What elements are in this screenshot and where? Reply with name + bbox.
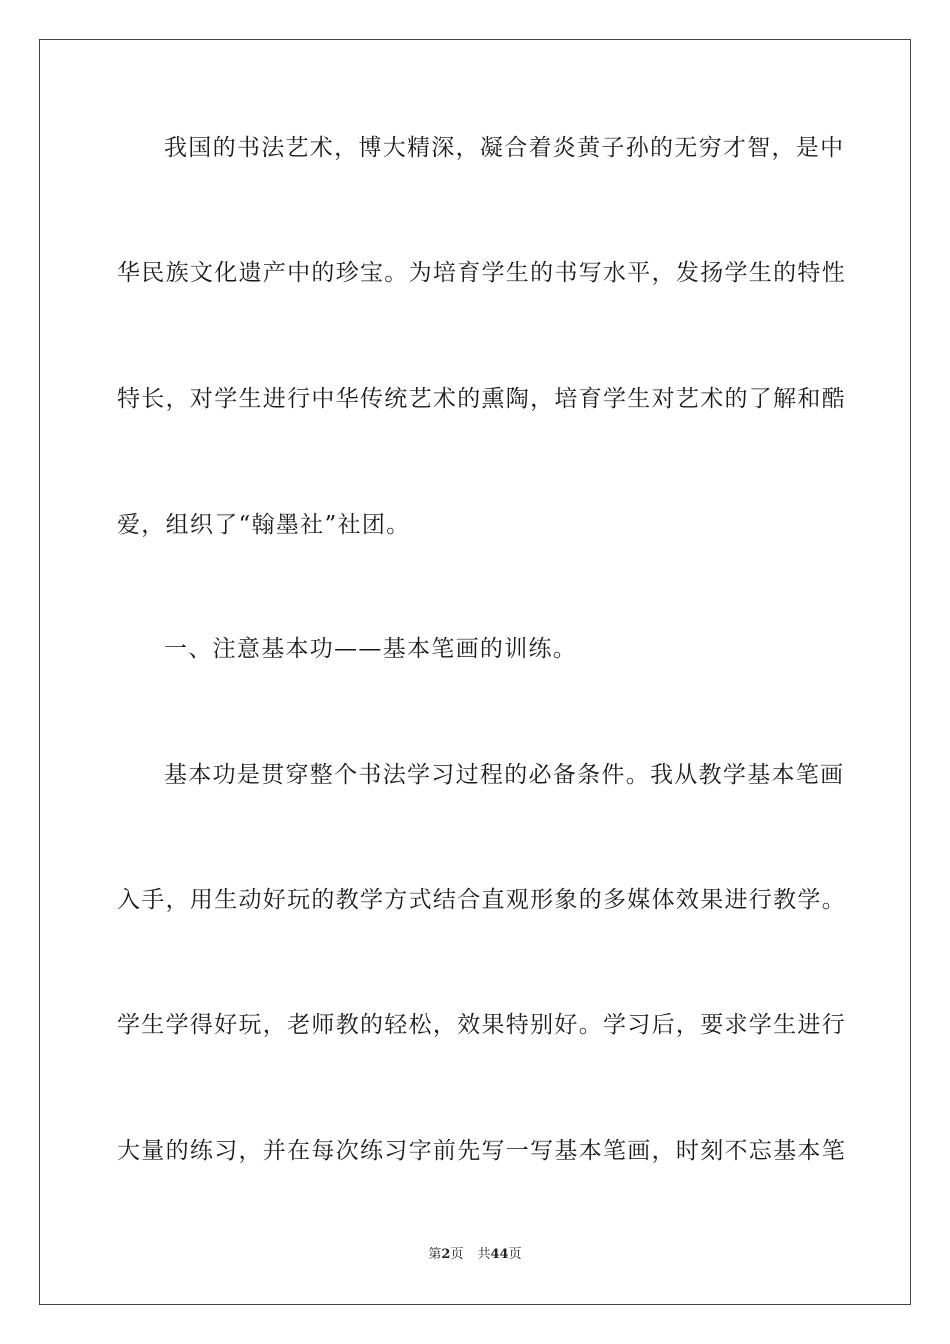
total-prefix: 共 [477, 1247, 491, 1262]
paragraph-line: 入手，用生动好玩的教学方式结合直观形象的多媒体效果进行教学。 [117, 887, 846, 913]
paragraph-line: 特长，对学生进行中华传统艺术的熏陶，培育学生对艺术的了解和酷 [117, 386, 846, 412]
paragraph-line: 我国的书法艺术，博大精深，凝合着炎黄子孙的无穷才智，是中 [164, 135, 845, 161]
total-suffix: 页 [508, 1247, 522, 1262]
paragraph-line: 学生学得好玩，老师教的轻松，效果特别好。学习后，要求学生进行 [117, 1012, 846, 1038]
paragraph-line: 爱，组织了“翰墨社”社团。 [117, 512, 411, 538]
paragraph-line: 华民族文化遗产中的珍宝。为培育学生的书写水平，发扬学生的特性 [117, 260, 846, 286]
page-number: 2 [441, 1247, 451, 1262]
section-heading: 一、注意基本功——基本笔画的训练。 [164, 636, 578, 662]
paragraph-line: 大量的练习，并在每次练习字前先写一写基本笔画，时刻不忘基本笔 [117, 1138, 846, 1164]
page-frame [39, 39, 911, 1305]
page-footer [0, 1246, 950, 1264]
paragraph-line: 基本功是贯穿整个书法学习过程的必备条件。我从教学基本笔画 [164, 762, 845, 788]
total-pages: 44 [490, 1247, 509, 1262]
page-suffix: 页 [450, 1247, 464, 1262]
page-prefix: 第 [428, 1247, 442, 1262]
